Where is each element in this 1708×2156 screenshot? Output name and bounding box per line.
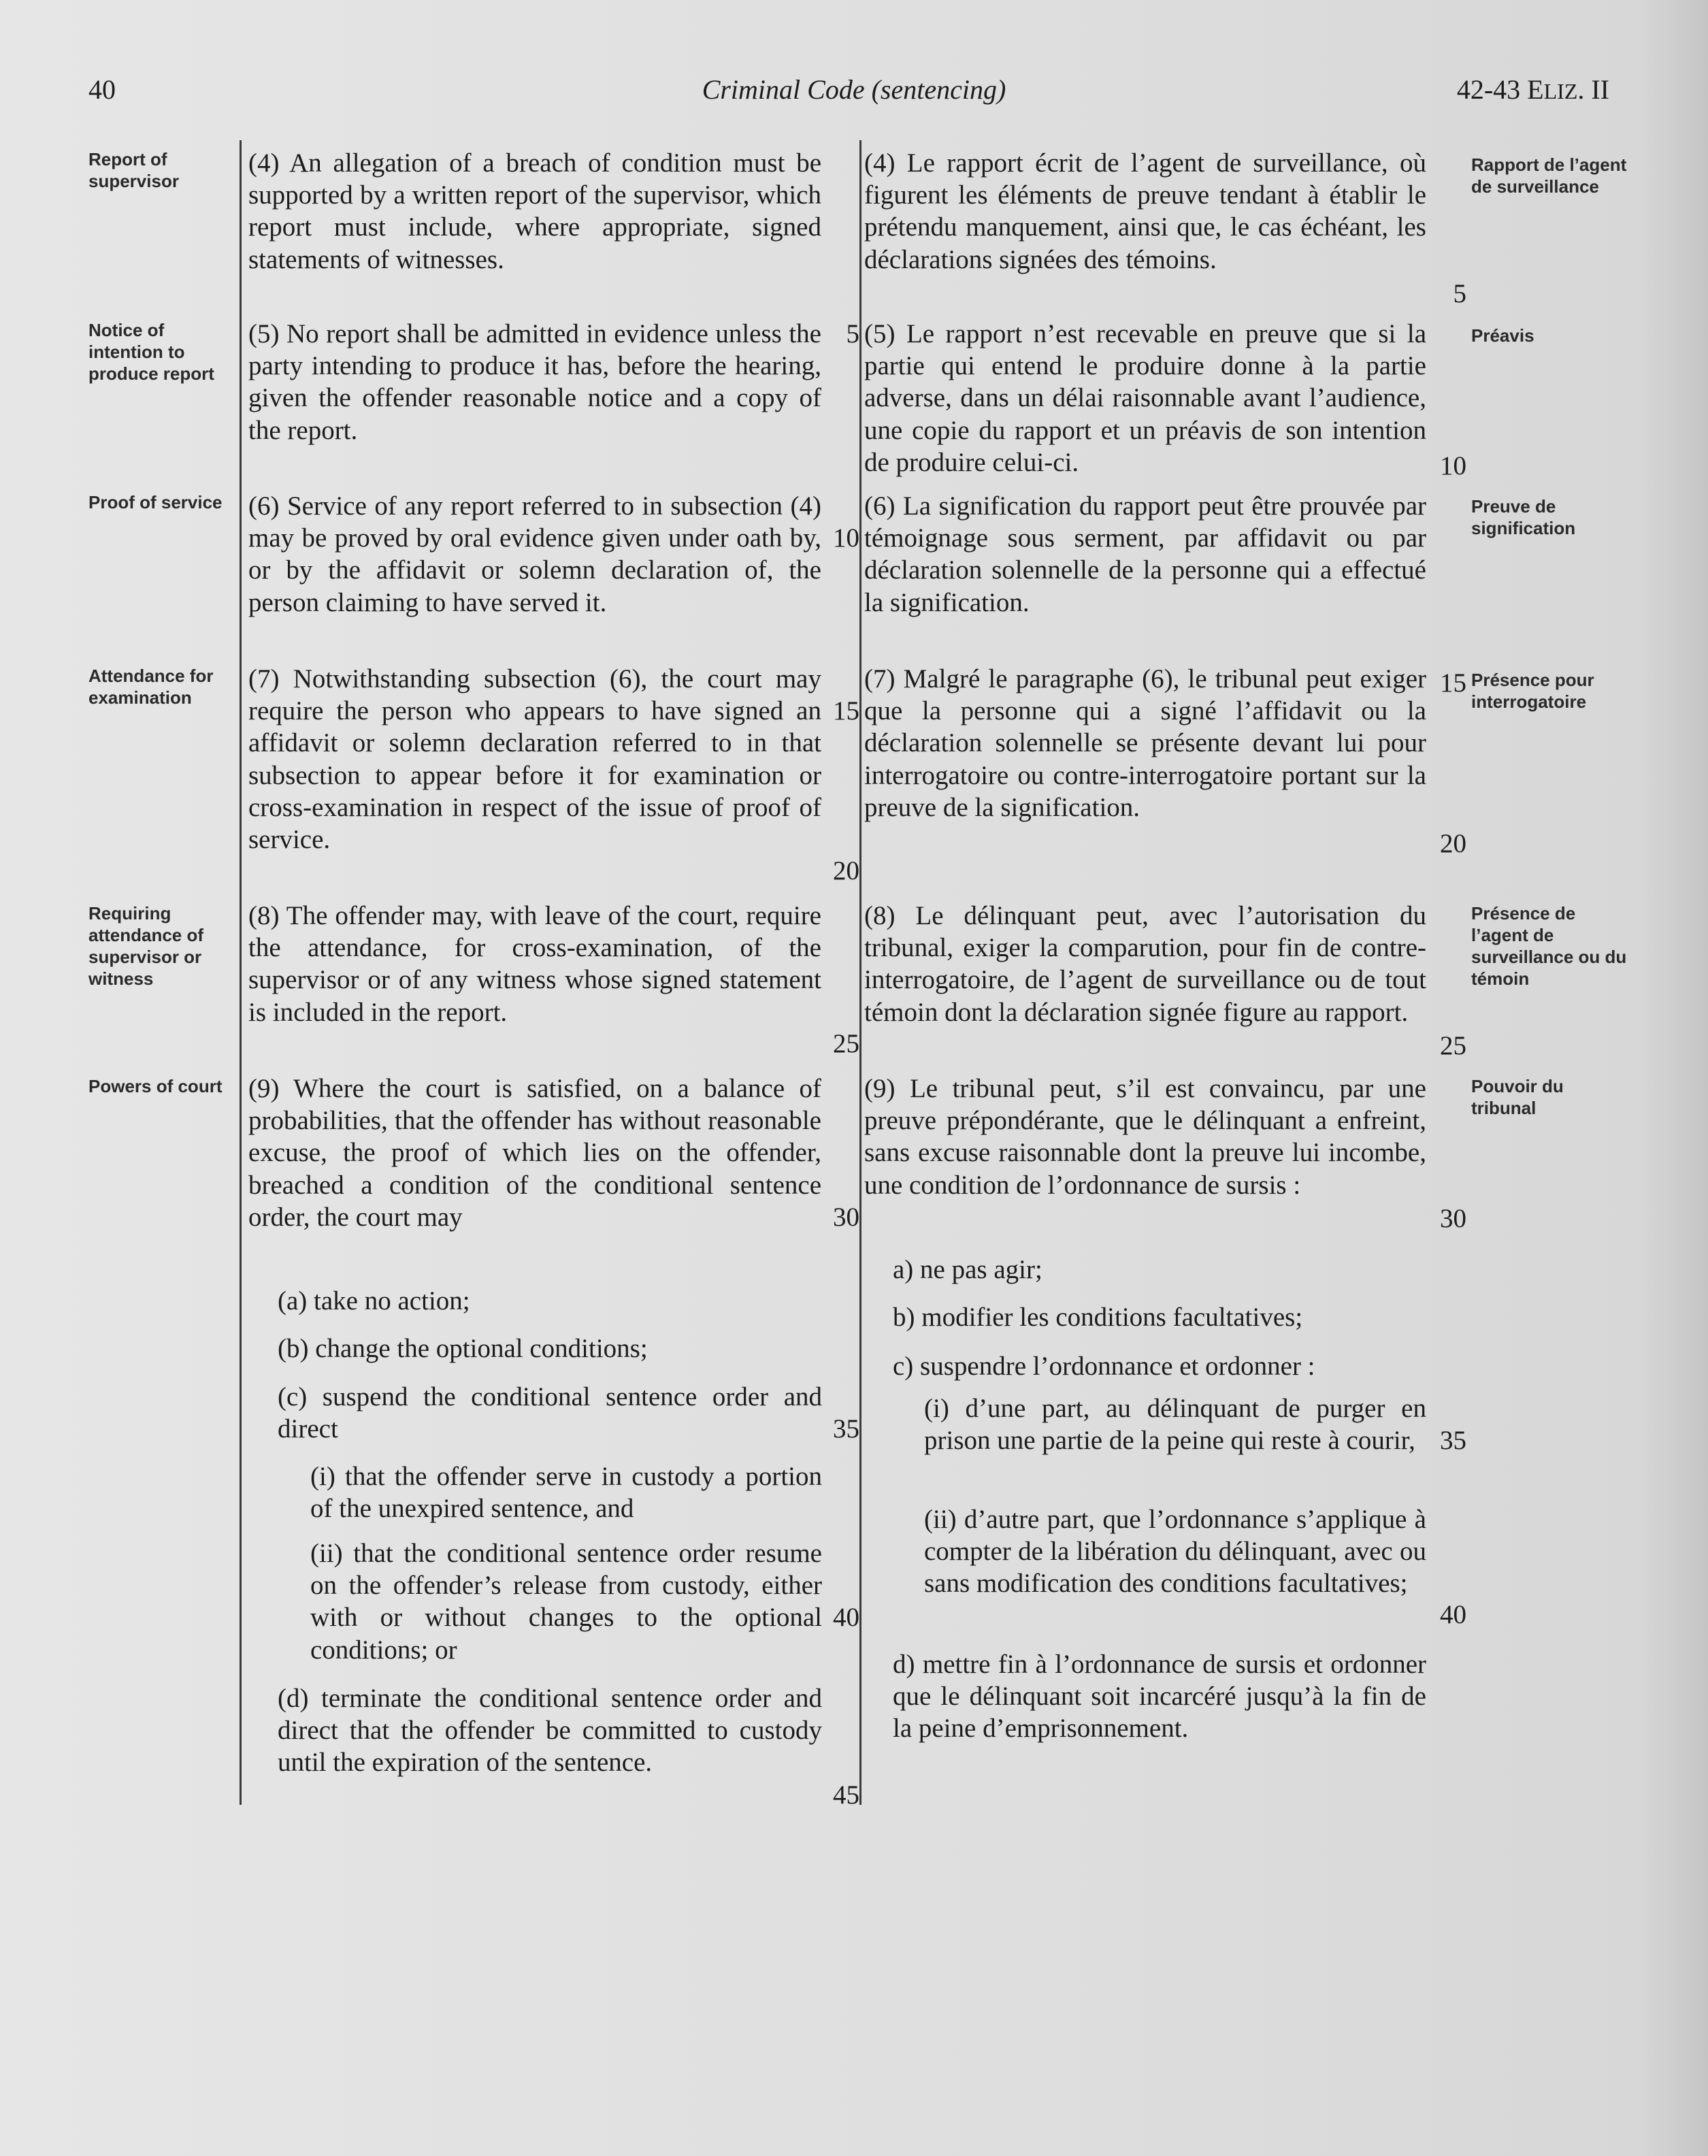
en-subclause-ii: (ii) that the conditional sentence order resume on the offender’s release from custody, either with or without changes to the optional conditions; or bbox=[310, 1539, 822, 1665]
en-line-number: 20 bbox=[833, 856, 859, 885]
fr-clause-b: b) modifier les conditions facultatives; bbox=[893, 1303, 1303, 1332]
regnal-year bbox=[1457, 74, 1609, 105]
en-line-number: 10 bbox=[833, 523, 859, 553]
en-subclause-i: (i) that the offender serve in custody a portion of the unexpired sentence, and bbox=[310, 1462, 822, 1524]
fr-clause-d: d) mettre fin à l’ordonnance de sursis et ordonner que le délinquant soit incarcéré jusqu’à la fin de la peine d’emprisonnement. bbox=[893, 1650, 1426, 1744]
fr-line-number: 40 bbox=[1440, 1600, 1466, 1629]
fr-paragraph-8: (8) Le délinquant peut, avec l’autorisation du tribunal, exiger la comparution, pour fin de contre-interrogatoire, de l’agent de surveillance ou de tout témoin dont la déclaration signée figure au rapport. bbox=[864, 901, 1426, 1027]
fr-subclause-i: (i) d’une part, au délinquant de purger en prison une partie de la peine qui reste à courir, bbox=[924, 1394, 1426, 1456]
left-column-rule bbox=[240, 140, 242, 1805]
en-paragraph-9: (9) Where the court is satisfied, on a balance of probabilities, that the offender has without reasonable excuse, the proof of which lies on the offender, breached a condition of the conditional sentence order, the court may bbox=[248, 1074, 821, 1232]
en-clause-a: (a) take no action; bbox=[278, 1286, 470, 1316]
fr-paragraph-9: (9) Le tribunal peut, s’il est convaincu, par une preuve prépondérante, que le délinquant a enfreint, sans excuse raisonnable dont la preuve lui incombe, une condition de l’ordonnance de sursis : bbox=[864, 1074, 1426, 1200]
en-paragraph-6: (6) Service of any report referred to in subsection (4) may be proved by oral evidence given under oath by, or by the affidavit or solemn declaration of, the person claiming to have served it. bbox=[248, 491, 821, 617]
en-paragraph-8: (8) The offender may, with leave of the court, require the attendance, for cross-examination, of the supervisor or of any witness whose signed statement is included in the report. bbox=[248, 901, 821, 1027]
margin-note-en: Powers of court bbox=[88, 1076, 223, 1096]
margin-note-fr: Rapport de l’agent de surveillance bbox=[1471, 154, 1627, 197]
margin-note-en: Attendance for examination bbox=[88, 666, 214, 708]
en-line-number: 25 bbox=[833, 1029, 859, 1058]
margin-note-fr: Preuve de signification bbox=[1471, 496, 1576, 538]
margin-note-fr: Présence de l’agent de surveillance ou du témoin bbox=[1471, 903, 1627, 989]
fr-line-number: 30 bbox=[1440, 1204, 1466, 1233]
en-clause-c: (c) suspend the conditional sentence order and direct bbox=[278, 1382, 822, 1444]
en-line-number: 30 bbox=[833, 1203, 859, 1232]
fr-line-number: 25 bbox=[1440, 1031, 1466, 1060]
fr-paragraph-5: (5) Le rapport n’est recevable en preuve que si la partie qui entend le produire donne à la partie adverse, dans un délai raisonnable avant l’audience, une copie du rapport et un préavis de son intention de produire celui-ci. bbox=[864, 319, 1426, 477]
en-line-number: 40 bbox=[833, 1603, 859, 1632]
page-number: 40 bbox=[88, 74, 116, 105]
en-paragraph-5: (5) No report shall be admitted in evidence unless the party intending to produce it has, before the hearing, given the offender reasonable notice and a copy of the report. bbox=[248, 319, 821, 445]
regnal-small-caps: LIZ bbox=[1543, 79, 1578, 103]
fr-line-number: 10 bbox=[1440, 451, 1466, 480]
margin-note-fr: Pouvoir du tribunal bbox=[1471, 1076, 1564, 1118]
regnal-prefix: 42-43 E bbox=[1456, 74, 1544, 105]
margin-note-en: Report of supervisor bbox=[88, 149, 179, 191]
fr-paragraph-7: (7) Malgré le paragraphe (6), le tribunal peut exiger que la personne qui a signé l’affidavit ou la déclaration solennelle se présente devant lui pour interrogatoire ou contre-interrogatoire portant sur la preuve de la signification. bbox=[864, 664, 1426, 822]
fr-paragraph-4: (4) Le rapport écrit de l’agent de surveillance, où figurent les éléments de preuve tendant à établir le prétendu manquement, ainsi que, le cas échéant, les déclarations signées des témoins. bbox=[864, 148, 1426, 274]
fr-paragraph-6: (6) La signification du rapport peut être prouvée par témoignage sous serment, par affidavit ou par déclaration solennelle de la personne qui a effectué la signification. bbox=[864, 491, 1426, 617]
fr-clause-a: a) ne pas agir; bbox=[893, 1255, 1042, 1284]
fr-clause-c: c) suspendre l’ordonnance et ordonner : bbox=[893, 1352, 1315, 1381]
center-column-rule bbox=[859, 140, 861, 1805]
margin-note-fr: Présence pour interrogatoire bbox=[1471, 670, 1594, 712]
regnal-suffix: . II bbox=[1577, 74, 1609, 105]
fr-line-number: 5 bbox=[1453, 279, 1466, 308]
en-line-number: 35 bbox=[833, 1414, 859, 1443]
en-line-number: 45 bbox=[833, 1780, 859, 1810]
en-line-number: 15 bbox=[833, 696, 859, 725]
running-title: Criminal Code (sentencing) bbox=[702, 74, 1006, 105]
en-paragraph-7: (7) Notwithstanding subsection (6), the court may require the person who appears to have signed an affidavit or solemn declaration referred to in that subsection to appear before it for examination or cross-examination in respect of the issue of proof of service. bbox=[248, 664, 821, 855]
en-clause-b: (b) change the optional conditions; bbox=[278, 1334, 648, 1363]
en-paragraph-4: (4) An allegation of a breach of condition must be supported by a written report of the supervisor, which report must include, where appropriate, signed statements of witnesses. bbox=[248, 148, 821, 274]
en-clause-d: (d) terminate the conditional sentence order and direct that the offender be committed to custody until the expiration of the sentence. bbox=[278, 1684, 822, 1778]
fr-line-number: 35 bbox=[1440, 1426, 1466, 1455]
margin-note-en: Requiring attendance of supervisor or witness bbox=[88, 903, 204, 989]
fr-line-number: 15 bbox=[1440, 668, 1466, 698]
en-line-number: 5 bbox=[846, 319, 859, 348]
margin-note-en: Notice of intention to produce report bbox=[88, 320, 214, 384]
fr-subclause-ii: (ii) d’autre part, que l’ordonnance s’applique à compter de la libération du délinquant, avec ou sans modification des conditions facultatives; bbox=[924, 1505, 1426, 1599]
margin-note-en: Proof of service bbox=[88, 492, 223, 512]
margin-note-fr: Préavis bbox=[1471, 325, 1534, 346]
fr-line-number: 20 bbox=[1440, 829, 1466, 858]
